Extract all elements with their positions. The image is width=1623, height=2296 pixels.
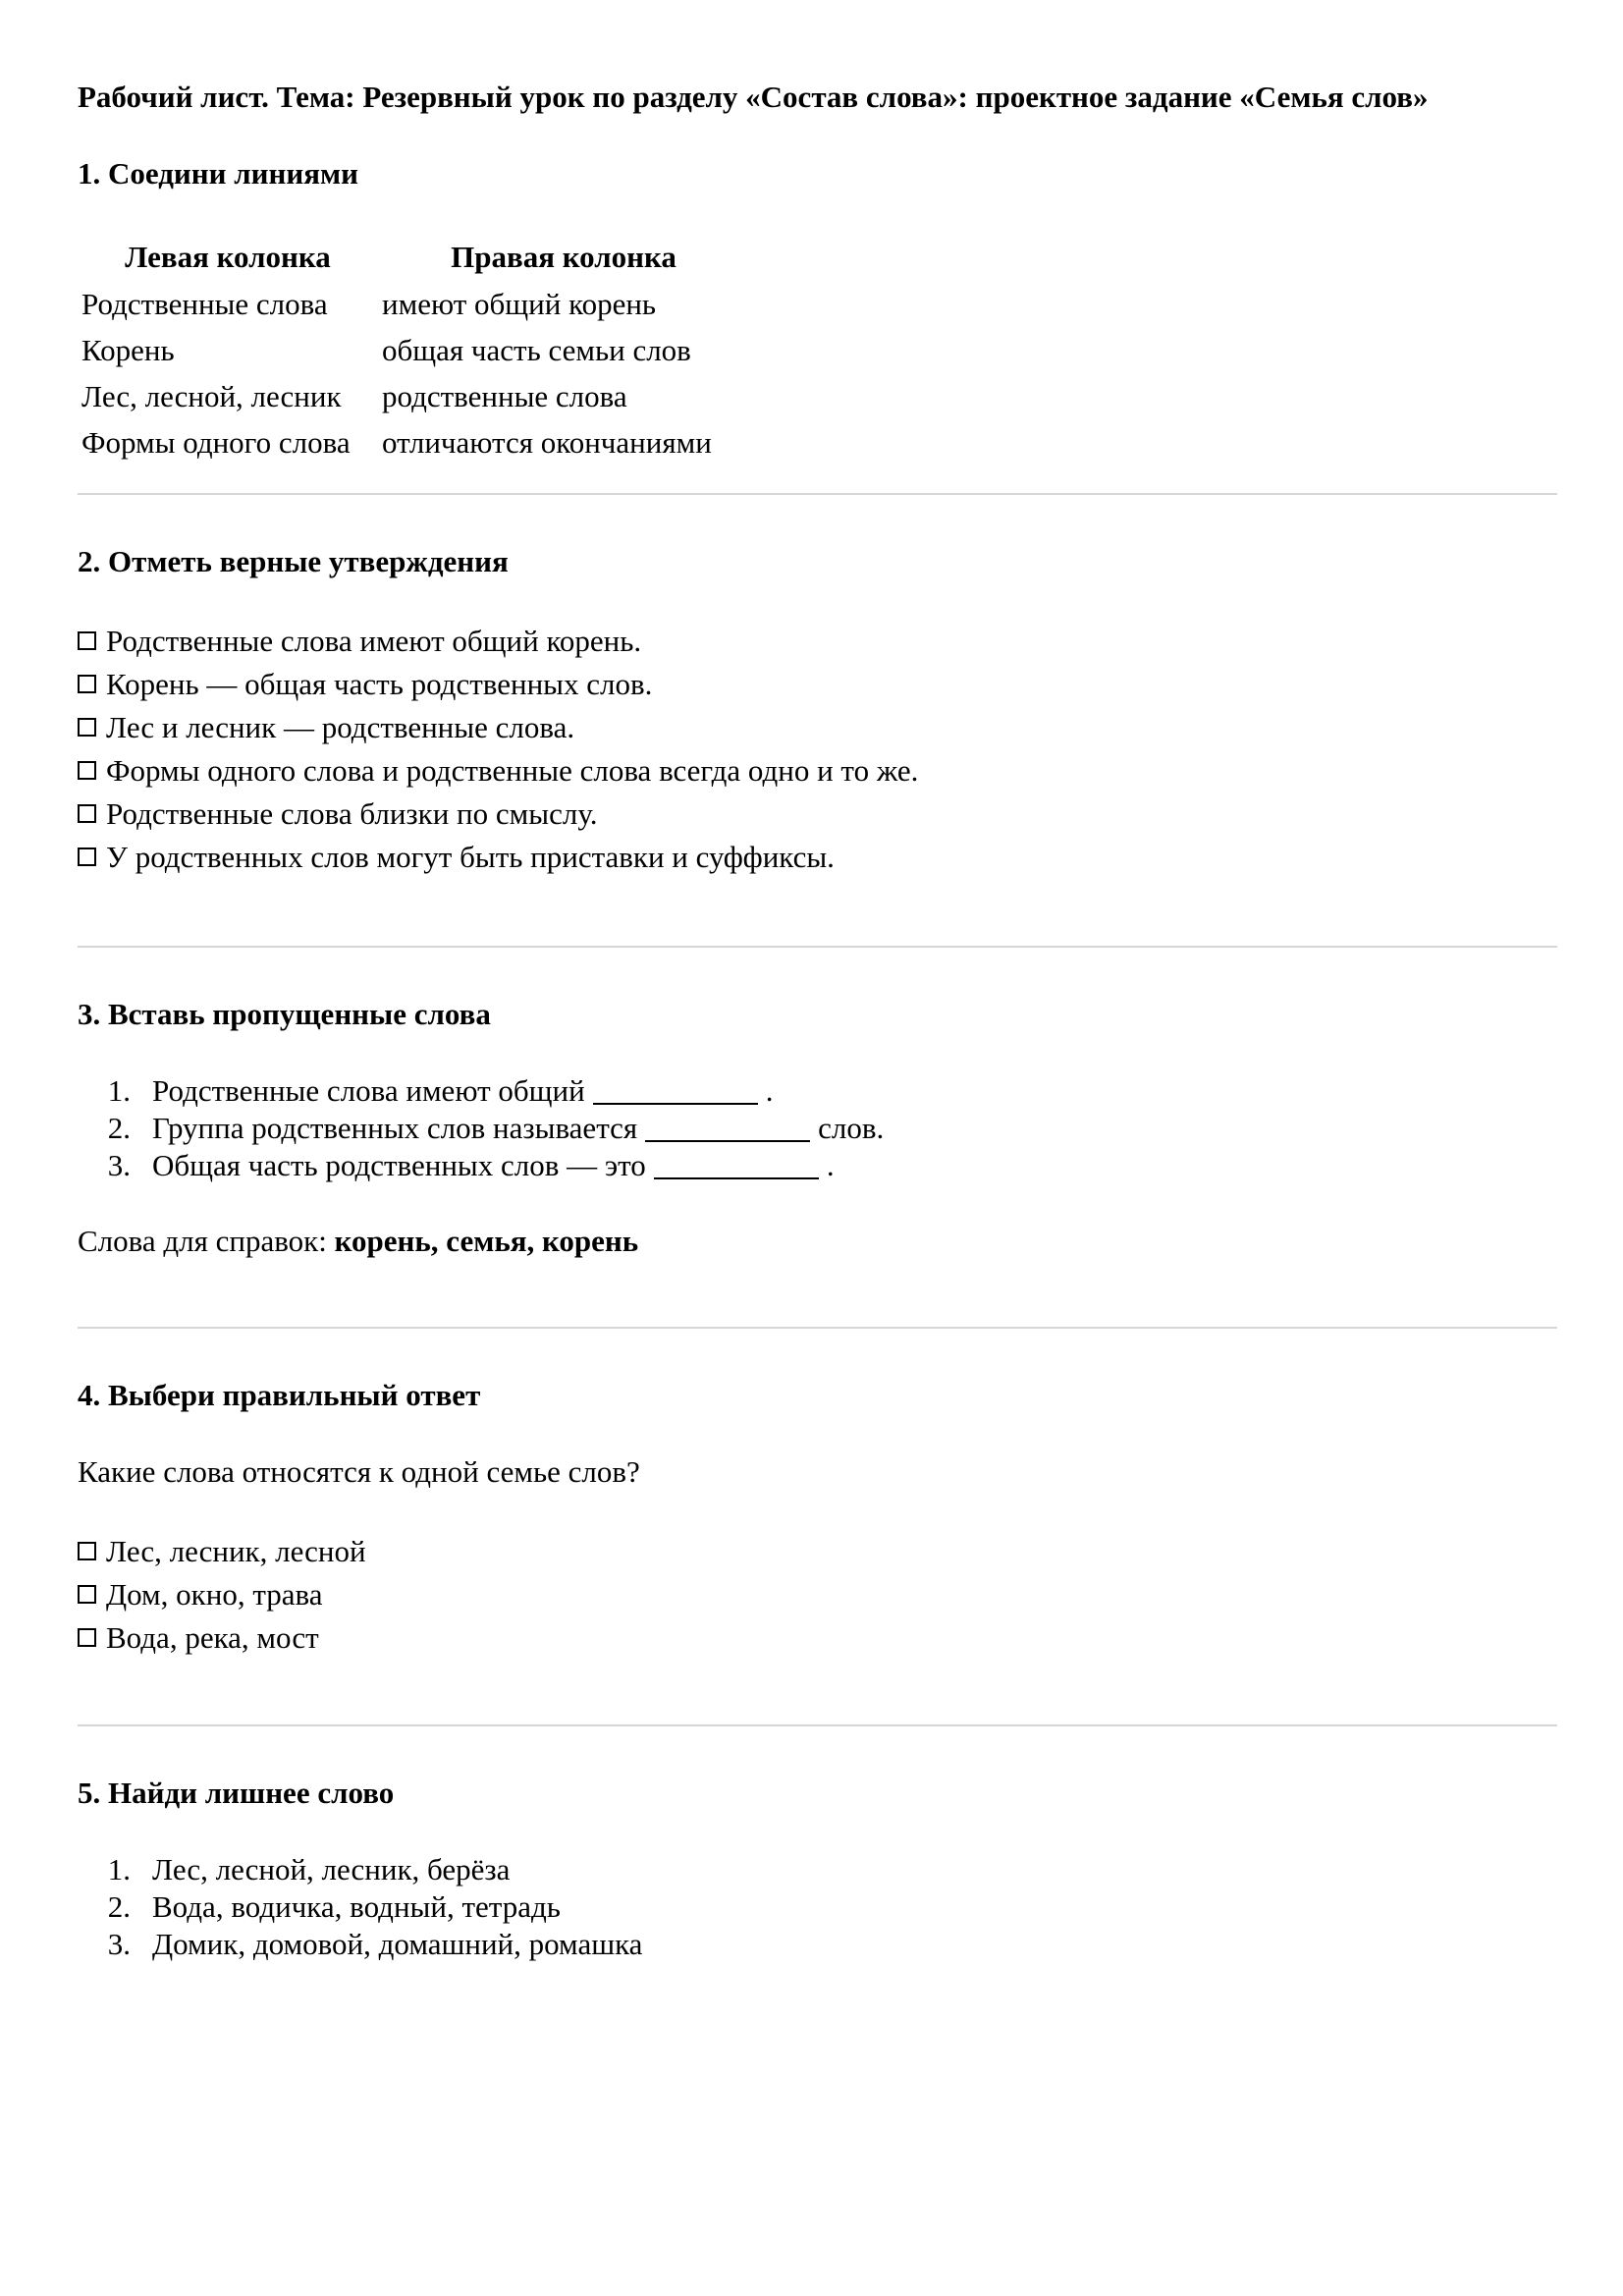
section-divider (78, 493, 1557, 495)
right-column-header: Правая колонка (451, 240, 676, 275)
list-item (78, 1926, 642, 1963)
table-row (78, 419, 749, 465)
list-item[interactable] (78, 836, 918, 879)
table-row (78, 373, 749, 419)
option-text: Дом, окно, трава (106, 1577, 323, 1613)
list-item (78, 1110, 884, 1147)
item-text-after: . (765, 1073, 774, 1109)
option-text: Лес, лесник, лесной (106, 1534, 366, 1569)
task4-heading: 4. Выбери правильный ответ (78, 1378, 481, 1412)
list-item (78, 1072, 884, 1110)
item-text: Группа родственных слов называется (152, 1111, 638, 1146)
blank-line[interactable] (593, 1077, 758, 1105)
left-cell: Корень (81, 332, 175, 367)
list-item[interactable] (78, 706, 918, 749)
checkbox[interactable] (78, 631, 96, 650)
statement-text: Корень — общая часть родственных слов. (106, 667, 653, 702)
task1-heading: 1. Соедини линиями (78, 156, 358, 191)
fill-in-list (78, 1072, 884, 1184)
item-number: 2. (107, 1111, 131, 1146)
statement-text: Родственные слова близки по смыслу. (106, 796, 598, 832)
checkbox[interactable] (78, 1542, 96, 1560)
list-item (78, 1147, 884, 1184)
list-item[interactable] (78, 1616, 366, 1660)
option-text: Вода, река, мост (106, 1620, 319, 1656)
task5-heading: 5. Найди лишнее слово (78, 1776, 395, 1810)
section-divider (78, 946, 1557, 948)
checkbox[interactable] (78, 761, 96, 780)
statements-list (78, 620, 918, 879)
checkbox[interactable] (78, 1585, 96, 1604)
right-cell: общая часть семьи слов (382, 332, 691, 367)
item-number: 3. (107, 1927, 131, 1962)
list-item (78, 1851, 642, 1888)
item-text: Лес, лесной, лесник, берёза (152, 1852, 511, 1887)
page-title: Рабочий лист. Тема: Резервный урок по разделу «Состав слова»: проектное задание «Семья слов» (78, 80, 1429, 114)
right-cell: отличаются окончаниями (382, 424, 712, 460)
list-item (78, 1888, 642, 1926)
item-number: 2. (107, 1889, 131, 1925)
statement-text: У родственных слов могут быть приставки и суффиксы. (106, 840, 835, 875)
item-number: 1. (107, 1852, 131, 1887)
list-item[interactable] (78, 793, 918, 836)
task4-question: Какие слова относятся к одной семье слов? (78, 1454, 640, 1489)
list-item[interactable] (78, 663, 918, 706)
table-row (78, 281, 749, 327)
statement-text: Лес и лесник — родственные слова. (106, 710, 575, 745)
checkbox[interactable] (78, 718, 96, 737)
worksheet-page (78, 0, 1557, 2296)
left-cell: Лес, лесной, лесник (81, 378, 342, 413)
item-number: 3. (107, 1148, 131, 1183)
blank-line[interactable] (645, 1115, 810, 1142)
hint-words: корень, семья, корень (334, 1224, 639, 1258)
item-text-after: слов. (818, 1111, 885, 1146)
table-row (78, 327, 749, 373)
task2-heading: 2. Отметь верные утверждения (78, 544, 509, 578)
list-item[interactable] (78, 749, 918, 793)
left-cell: Родственные слова (81, 286, 328, 321)
answer-options (78, 1530, 366, 1660)
item-number: 1. (107, 1073, 131, 1109)
list-item[interactable] (78, 1573, 366, 1616)
hint-label: Слова для справок: (78, 1224, 327, 1258)
item-text: Родственные слова имеют общий (152, 1073, 585, 1109)
item-text: Домик, домовой, домашний, ромашка (152, 1927, 643, 1962)
matching-table (78, 234, 749, 465)
checkbox[interactable] (78, 847, 96, 866)
list-item[interactable] (78, 620, 918, 663)
item-text-after: . (826, 1148, 835, 1183)
left-cell: Формы одного слова (81, 424, 351, 460)
hint-line (78, 1223, 638, 1259)
statement-text: Формы одного слова и родственные слова всегда одно и то же. (106, 753, 919, 789)
right-cell: имеют общий корень (382, 286, 657, 321)
blank-line[interactable] (654, 1152, 819, 1179)
left-column-header: Левая колонка (125, 240, 331, 275)
list-item[interactable] (78, 1530, 366, 1573)
checkbox[interactable] (78, 804, 96, 823)
section-divider (78, 1327, 1557, 1329)
item-text: Общая часть родственных слов — это (152, 1148, 646, 1183)
right-cell: родственные слова (382, 378, 627, 413)
odd-word-list (78, 1851, 642, 1963)
checkbox[interactable] (78, 675, 96, 693)
item-text: Вода, водичка, водный, тетрадь (152, 1889, 561, 1925)
task3-heading: 3. Вставь пропущенные слова (78, 997, 491, 1031)
checkbox[interactable] (78, 1628, 96, 1647)
statement-text: Родственные слова имеют общий корень. (106, 624, 642, 659)
section-divider (78, 1724, 1557, 1726)
